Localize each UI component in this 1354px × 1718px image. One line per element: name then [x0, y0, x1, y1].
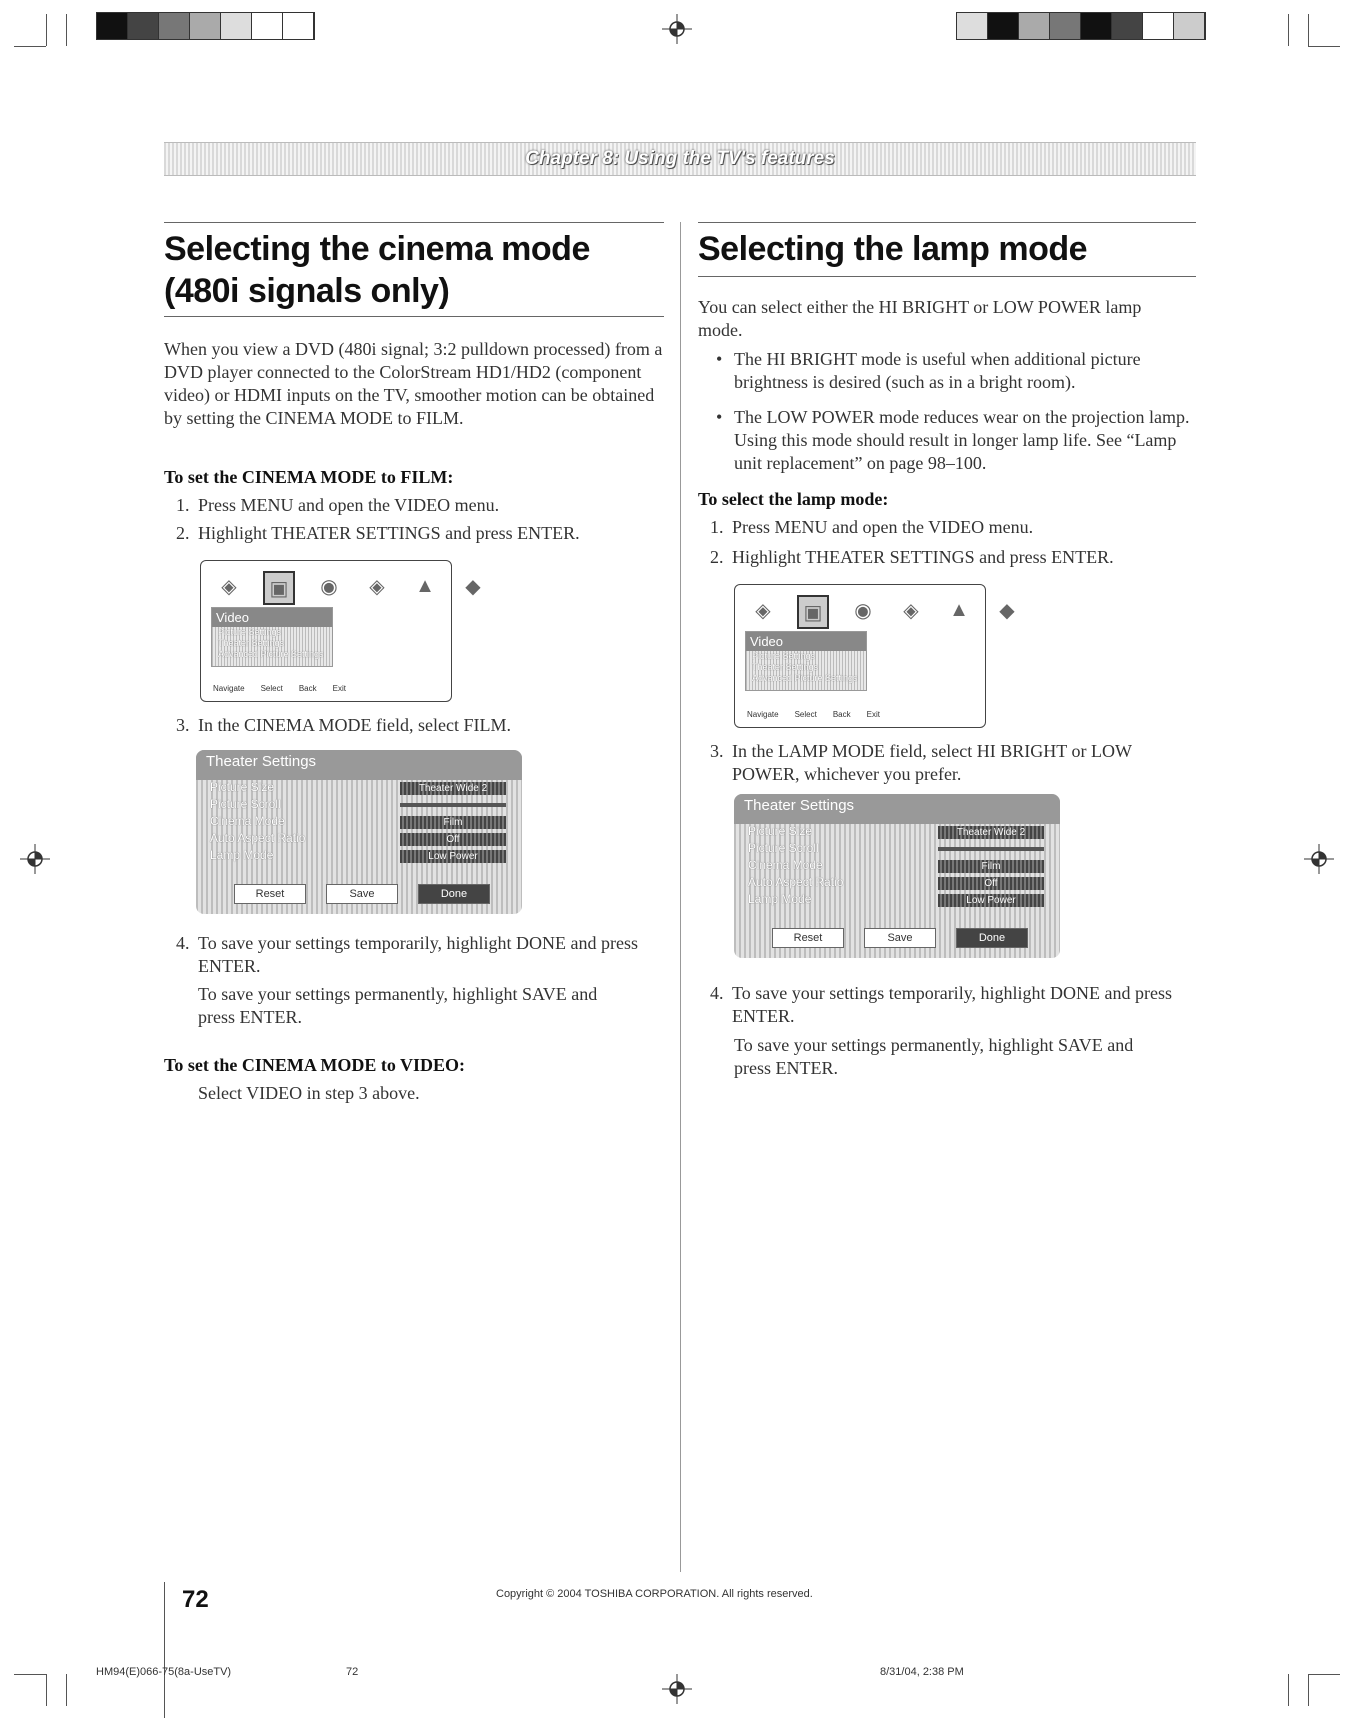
crop-mark: [46, 14, 47, 46]
theater-row-lamp-mode: Lamp Mode Low Power: [210, 848, 522, 865]
done-button: Done: [418, 884, 490, 904]
save-button: Save: [864, 928, 936, 948]
menu-row: Advanced Picture Settings: [752, 673, 858, 683]
theater-row-picture-scroll: Picture Scroll: [210, 797, 522, 814]
applications-icon: ◆: [999, 599, 1015, 622]
crop-mark: [14, 46, 46, 47]
theater-row-auto-aspect: Auto Aspect Ratio Off: [210, 831, 522, 848]
theater-row-cinema-mode: Cinema Mode Film: [210, 814, 522, 831]
slug-filename: HM94(E)066-75(8a-UseTV): [96, 1666, 232, 1678]
slug-date: 8/31/04, 2:38 PM: [880, 1666, 964, 1678]
video-menu-panel: [745, 631, 867, 691]
done-button: Done: [956, 928, 1028, 948]
legend-select: Select: [794, 710, 817, 719]
theater-row-picture-scroll: Picture Scroll: [748, 841, 1060, 858]
left-step-4-extra: To save your settings permanently, highlight SAVE and press ENTER.: [198, 984, 598, 1027]
setup-icon: ◈: [903, 599, 919, 622]
theater-row-lamp-mode: Lamp Mode Low Power: [748, 892, 1060, 909]
chapter-title: Chapter 8: Using the TV's features: [525, 148, 835, 169]
video-menu-screenshot: [734, 584, 1015, 728]
theater-row-cinema-mode: Cinema Mode Film: [748, 858, 1060, 875]
reset-button: Reset: [772, 928, 844, 948]
column-divider: [680, 222, 681, 1572]
video-menu-head: Video: [212, 608, 332, 627]
video-menu-screenshot: [200, 560, 481, 702]
left-section-title: [164, 228, 664, 312]
crop-mark: [46, 1674, 47, 1706]
theater-buttons: [234, 884, 490, 904]
theater-settings-screenshot: [196, 750, 522, 914]
picture-scroll-slider: [400, 803, 506, 807]
theater-row-picture-size: Picture Size Theater Wide 2: [748, 824, 1060, 841]
theater-row-auto-aspect: Auto Aspect Ratio Off: [748, 875, 1060, 892]
right-step-2: 2. Highlight THEATER SETTINGS and press ENTER.: [710, 547, 1114, 567]
menu-row: Picture Settings: [218, 627, 282, 637]
theater-buttons: [772, 928, 1028, 948]
registration-bar-left: [96, 12, 315, 40]
lock-icon: ▲: [949, 598, 969, 621]
right-section-title: Selecting the lamp mode: [698, 230, 1088, 268]
page-number: 72: [182, 1586, 209, 1613]
menu-row: Picture Settings: [752, 651, 816, 661]
menu-row: Theater Settings: [218, 638, 285, 648]
left-title-line2: (480i signals only): [164, 272, 450, 310]
crop-mark: [66, 1674, 67, 1706]
lock-icon: ▲: [415, 574, 435, 597]
menu-legend: [747, 710, 880, 719]
right-subhead: To select the lamp mode:: [698, 489, 889, 509]
picture-icon: ◈: [755, 599, 771, 622]
left-step-3: 3. In the CINEMA MODE field, select FILM.: [176, 715, 511, 735]
picture-scroll-slider: [938, 847, 1044, 851]
section-rule: [698, 276, 1196, 277]
copyright: Copyright © 2004 TOSHIBA CORPORATION. All rights reserved.: [496, 1588, 813, 1600]
right-bullet-1: • The HI BRIGHT mode is useful when additional picture brightness is desired (such as in a bright room).: [716, 349, 1141, 392]
video-menu-head: Video: [746, 632, 866, 651]
reset-button: Reset: [234, 884, 306, 904]
right-step-4-extra: To save your settings permanently, highlight SAVE and press ENTER.: [734, 1035, 1134, 1078]
right-intro: You can select either the HI BRIGHT or LOW POWER lamp mode.: [698, 297, 1142, 340]
legend-select: Select: [260, 684, 283, 693]
crop-mark: [1288, 1674, 1289, 1706]
section-rule: [698, 222, 1196, 223]
audio-icon: ◉: [320, 575, 338, 598]
setup-icon: ◈: [369, 575, 385, 598]
right-bullet-2: • The LOW POWER mode reduces wear on the projection lamp. Using this mode should result in longer lamp life. See “Lamp unit replacement” on page 98–100.: [716, 407, 1190, 473]
registration-bar-right: [956, 12, 1206, 40]
menu-legend: [213, 684, 346, 693]
right-step-1: 1. Press MENU and open the VIDEO menu.: [710, 517, 1034, 537]
crop-mark: [1308, 14, 1309, 46]
legend-exit: Exit: [866, 710, 880, 719]
video-icon: ▣: [263, 571, 295, 605]
menu-row: Theater Settings: [752, 662, 819, 672]
right-step-3: 3. In the LAMP MODE field, select HI BRIGHT or LOW POWER, whichever you prefer.: [710, 741, 1132, 784]
legend-back: Back: [298, 684, 317, 693]
audio-icon: ◉: [854, 599, 872, 622]
menu-icons: [749, 595, 1021, 629]
theater-row-picture-size: Picture Size Theater Wide 2: [210, 780, 522, 797]
footer-rule: [164, 1582, 165, 1718]
left-subhead-film: To set the CINEMA MODE to FILM:: [164, 467, 454, 487]
crop-mark: [14, 1674, 46, 1675]
section-rule: [164, 316, 664, 317]
legend-navigate: Navigate: [213, 684, 245, 693]
legend-navigate: Navigate: [747, 710, 779, 719]
video-icon: ▣: [797, 595, 829, 629]
left-video-text: Select VIDEO in step 3 above.: [198, 1083, 420, 1103]
crop-mark: [1308, 1674, 1309, 1706]
left-step-1: 1. Press MENU and open the VIDEO menu.: [176, 495, 500, 515]
theater-settings-title: Theater Settings: [196, 750, 522, 780]
registration-target-icon: [20, 844, 50, 874]
left-intro: When you view a DVD (480i signal; 3:2 pulldown processed) from a DVD player connected to the ColorStream HD1/HD2 (component video) or HDMI inputs on the TV, smoother motion can be obtained by setting the CINEMA MODE to FILM.: [164, 339, 663, 428]
left-step-2: 2. Highlight THEATER SETTINGS and press ENTER.: [176, 523, 580, 543]
menu-icons: [215, 571, 487, 605]
left-step-4: 4. To save your settings temporarily, highlight DONE and press ENTER.: [176, 933, 638, 976]
theater-settings-title: Theater Settings: [734, 794, 1060, 824]
video-menu-panel: [211, 607, 333, 667]
legend-exit: Exit: [332, 684, 346, 693]
picture-icon: ◈: [221, 575, 237, 598]
left-subhead-video: To set the CINEMA MODE to VIDEO:: [164, 1055, 466, 1075]
theater-settings-screenshot: [734, 794, 1060, 958]
registration-target-icon: [662, 14, 692, 44]
crop-mark: [1308, 1674, 1340, 1675]
chapter-header-band: [164, 142, 1196, 176]
crop-mark: [66, 14, 67, 46]
right-step-4: 4. To save your settings temporarily, highlight DONE and press ENTER.: [710, 983, 1172, 1026]
menu-row: Advanced Picture Settings: [218, 649, 324, 659]
crop-mark: [1308, 46, 1340, 47]
applications-icon: ◆: [465, 575, 481, 598]
crop-mark: [1288, 14, 1289, 46]
registration-target-icon: [1304, 844, 1334, 874]
save-button: Save: [326, 884, 398, 904]
registration-target-icon: [662, 1674, 692, 1704]
section-rule: [164, 222, 664, 223]
left-title-line1: Selecting the cinema mode: [164, 230, 590, 268]
slug-page: 72: [346, 1666, 359, 1678]
legend-back: Back: [832, 710, 851, 719]
